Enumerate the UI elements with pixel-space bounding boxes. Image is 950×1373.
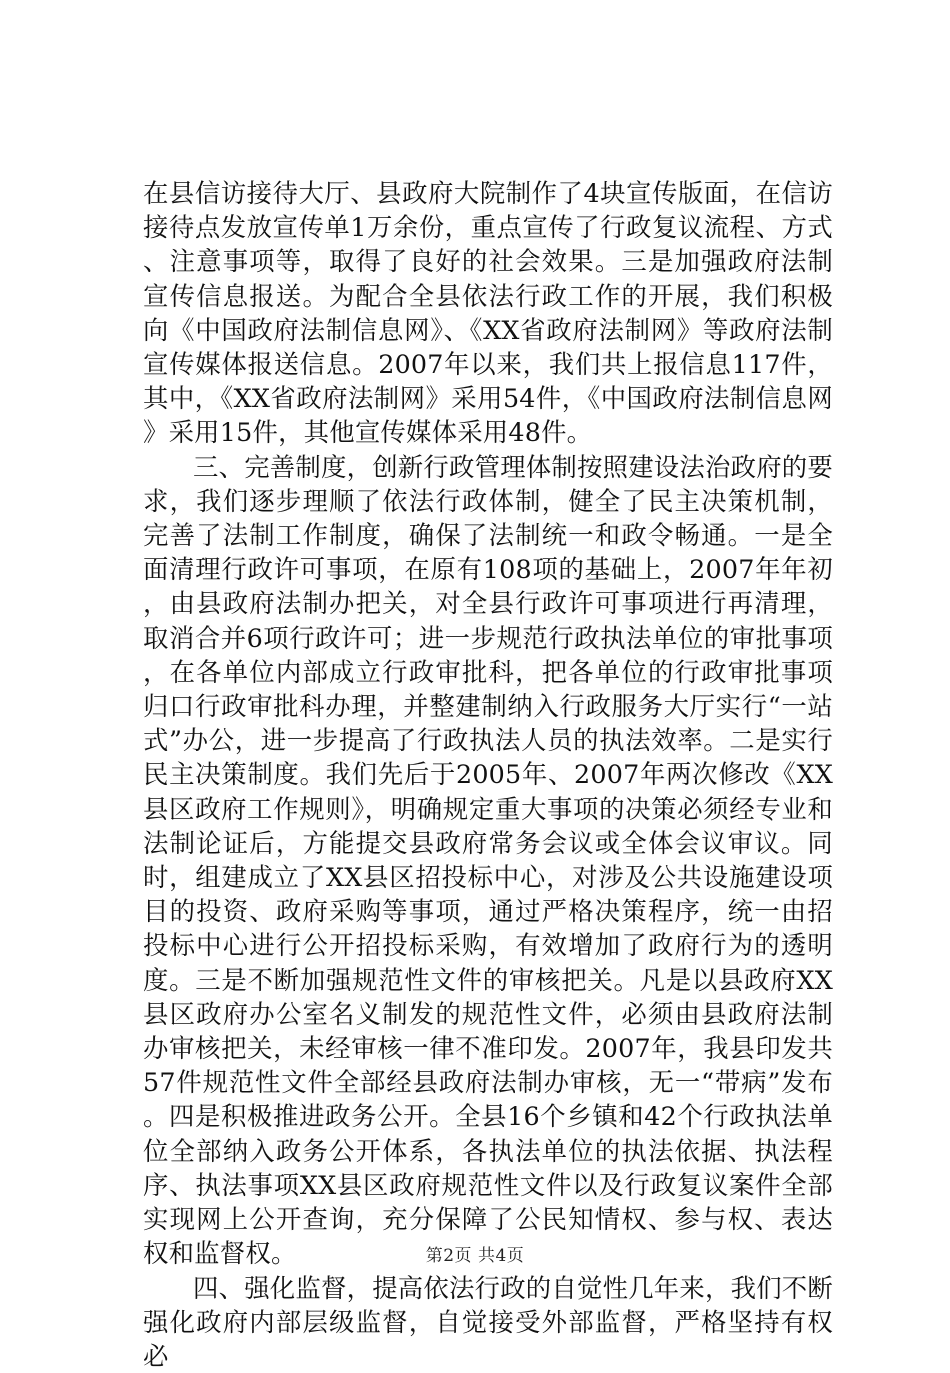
paragraph-publicity-reporting: 在县信访接待大厅、县政府大院制作了4块宣传版面，在信访接待点发放宣传单1万余份，重点宣传了行政复议流程、方式、注意事项等，取得了良好的社会效果。三是加强政府法制宣传信息报送。为配合全县依法行政工作的开展，我们积极向《中国政府法制信息网》、《XX省政府法制网》等政府法制宣传媒体报送信息。2007年以来，我们共上报信息117件，其中，《XX省政府法制网》采用54件，《中国政府法制信息网》采用15件，其他宣传媒体采用48件。 xyxy=(143,176,833,450)
paragraph-system-improvement: 三、完善制度，创新行政管理体制按照建设法治政府的要求，我们逐步理顺了依法行政体制，健全了民主决策机制，完善了法制工作制度，确保了法制统一和政令畅通。一是全面清理行政许可事项，在原有108项的基础上，2007年年初，由县政府法制办把关，对全县行政许可事项进行再清理，取消合并6项行政许可；进一步规范行政执法单位的审批事项，在各单位内部成立行政审批科，把各单位的行政审批事项归口行政审批科办理，并整建制纳入行政服务大厅实行“一站式”办公，进一步提高了行政执法人员的执法效率。二是实行民主决策制度。我们先后于2005年、2007年两次修改《XX县区政府工作规则》，明确规定重大事项的决策必须经专业和法制论证后，方能提交县政府常务会议或全体会议审议。同时，组建成立了XX县区招投标中心，对涉及公共设施建设项目的投资、政府采购等事项，通过严格决策程序，统一由招投标中心进行公开招投标采购，有效增加了政府行为的透明度。三是不断加强规范性文件的审核把关。凡是以县政府XX县区政府办公室名义制发的规范性文件，必须由县政府法制办审核把关，未经审核一律不准印发。2007年，我县印发共57件规范性文件全部经县政府法制办审核，无一“带病”发布。四是积极推进政务公开。全县16个乡镇和42个行政执法单位全部纳入政务公开体系，各执法单位的执法依据、执法程序、执法事项XX县区政府规范性文件以及行政复议案件全部实现网上公开查询，充分保障了公民知情权、参与权、表达权和监督权。 xyxy=(143,450,833,1271)
paragraph-supervision: 四、强化监督，提高依法行政的自觉性几年来，我们不断强化政府内部层级监督，自觉接受外部监督，严格坚持有权必 xyxy=(143,1271,833,1373)
page-number-footer: 第2页 共4页 xyxy=(0,1245,950,1267)
document-body xyxy=(143,176,833,1373)
